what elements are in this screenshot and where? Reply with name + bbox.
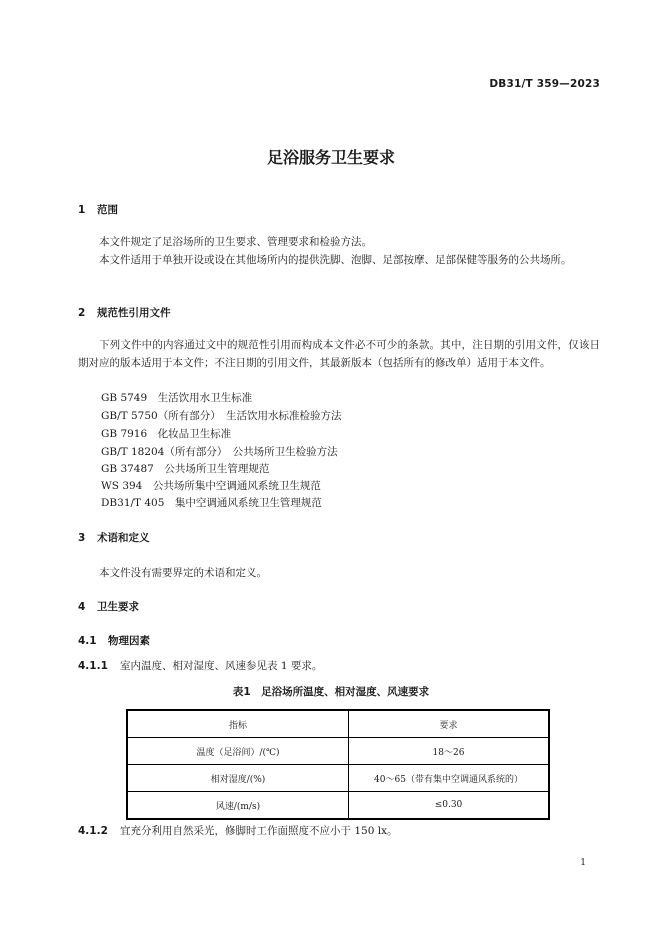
section-1-heading [78,202,118,217]
section-4-heading [78,599,139,614]
subsection-number: 4.1 [78,635,97,647]
section-3-heading [78,530,150,545]
clause-4-1-2 [78,823,398,838]
section-number: 3 [78,532,86,544]
reference-item: DB31/T 405 集中空调通风系统卫生管理规范 [101,497,322,509]
section-title: 卫生要求 [97,601,139,613]
clause-number: 4.1.1 [78,660,108,672]
section-title: 范围 [97,204,118,216]
table-header-cell: 指标 [127,710,349,738]
table-1-caption: 表1 足浴场所温度、相对湿度、风速要求 [232,686,430,698]
section-title: 术语和定义 [97,532,150,544]
subsection-4-1-heading [78,633,150,648]
section-number: 4 [78,601,86,613]
reference-item: GB 37487 公共场所卫生管理规范 [101,463,270,475]
table-header-row [127,710,549,738]
clause-4-1-1 [78,658,322,673]
section-2-paragraph-1: 下列文件中的内容通过文中的规范性引用而构成本文件必不可少的条款。其中，注日期的引用文件，仅该日期对应的版本适用于本文件；不注日期的引用文件，其最新版本（包括所有的修改单）适用于本文件。 [78,339,600,369]
table-cell: ≤0.30 [349,792,550,820]
table-row [127,765,549,792]
document-title: 足浴服务卫生要求 [266,148,395,167]
reference-item: GB/T 5750（所有部分） 生活饮用水标准检验方法 [101,410,342,422]
reference-item: WS 394 公共场所集中空调通风系统卫生规范 [101,480,321,492]
table-1 [126,709,550,820]
standard-code: DB31/T 359—2023 [489,78,600,90]
reference-item: GB 5749 生活饮用水卫生标准 [101,392,253,404]
section-title: 规范性引用文件 [97,307,171,319]
subsection-title: 物理因素 [108,635,150,647]
table-cell: 温度（足浴间）/(℃) [127,738,349,765]
section-number: 2 [78,307,86,319]
clause-text: 宜充分利用自然采光，修脚时工作面照度不应小于 150 lx。 [120,825,398,837]
reference-item: GB 7916 化妆品卫生标准 [101,428,232,440]
section-1-paragraph-2: 本文件适用于单独开设或设在其他场所内的提供洗脚、泡脚、足部按摩、足部保健等服务的公共场所。 [99,254,572,266]
reference-item: GB/T 18204（所有部分） 公共场所卫生检验方法 [101,446,338,458]
section-number: 1 [78,204,86,216]
section-1-paragraph-1: 本文件规定了足浴场所的卫生要求、管理要求和检验方法。 [99,236,372,248]
clause-text: 室内温度、相对湿度、风速参见表 1 要求。 [120,660,323,672]
table-cell: 18～26 [349,738,550,765]
table-cell: 风速/(m/s) [127,792,349,820]
section-2-heading [78,305,171,320]
page-number: 1 [580,858,586,868]
table-row [127,792,549,820]
section-3-paragraph-1: 本文件没有需要界定的术语和定义。 [99,567,267,579]
table-cell: 相对湿度/(%) [127,765,349,792]
table-header-cell: 要求 [349,710,550,738]
clause-number: 4.1.2 [78,825,108,837]
table-row [127,738,549,765]
table-cell: 40～65（带有集中空调通风系统的） [349,765,550,792]
